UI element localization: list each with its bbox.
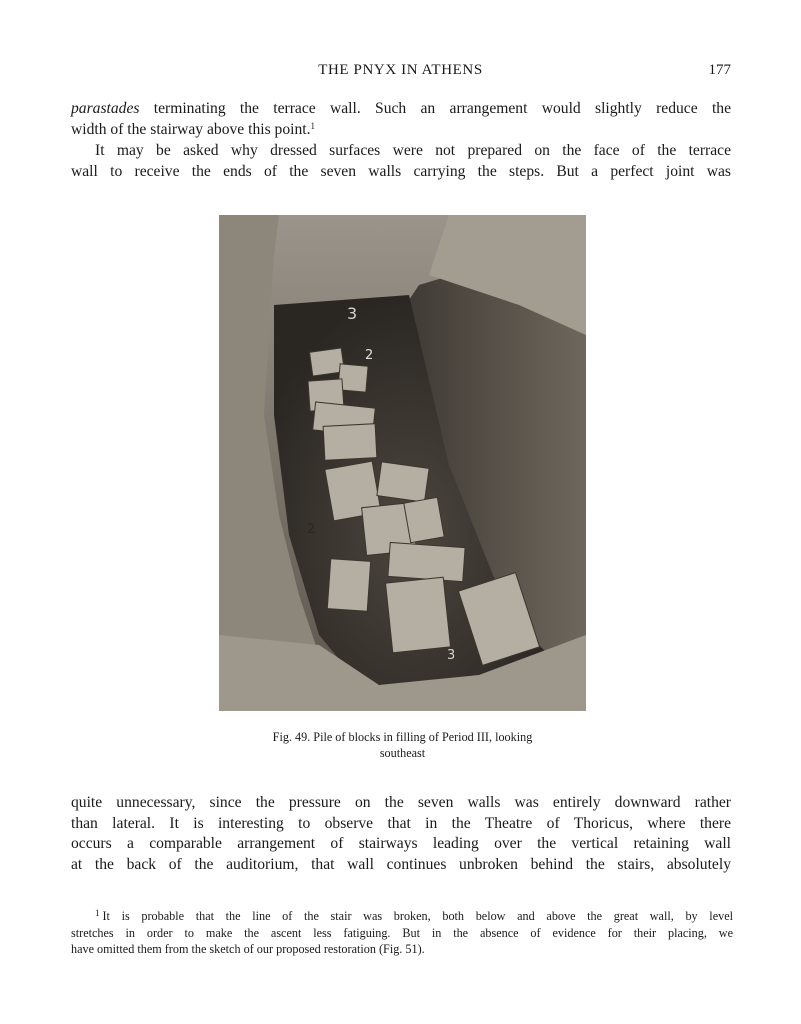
- paragraph-2-line-2: wall to receive the ends of the seven walls carrying the steps. But a perfect joint was: [71, 162, 731, 180]
- figure-label-2-left: 2: [307, 522, 316, 537]
- footnote-1: [71, 905, 733, 958]
- paragraph-3-line-3: occurs a comparable arrangement of stairways leading over the vertical retaining wall: [71, 835, 731, 852]
- running-header-title: THE PNYX IN ATHENS: [318, 62, 483, 78]
- figure-label-2-top: 2: [365, 348, 374, 363]
- footnote-marker[interactable]: 1: [310, 120, 315, 131]
- figure-caption: [219, 729, 586, 761]
- footnote-line-3: have omitted them from the sketch of our proposed restoration (Fig. 51).: [71, 942, 425, 956]
- paragraph-1-line-2: [71, 120, 731, 141]
- paragraph-3-line-2: than lateral. It is interesting to observe that in the Theatre of Thoricus, where there: [71, 814, 731, 832]
- paragraph-1: [71, 99, 731, 140]
- footnote-line-1: [71, 905, 733, 925]
- footnote-line-1-text: It is probable that the line of the stair was broken, both below and above the great wall, by level: [102, 909, 733, 923]
- footnote-line-2: stretches in order to make the ascent less fatiguing. But in the absence of evidence for their placing, we: [71, 925, 733, 940]
- paragraph-3-line-1: quite unnecessary, since the pressure on the seven walls was entirely downward rather: [71, 794, 731, 811]
- paragraph-3-line-4: at the back of the auditorium, that wall continues unbroken behind the stairs, absolutely: [71, 855, 731, 873]
- italic-term-parastades: parastades: [71, 100, 140, 117]
- paragraph-3: [71, 793, 731, 875]
- paragraph-1-line-1: [71, 99, 731, 120]
- paragraph-2-line-1: It may be asked why dressed surfaces were not prepared on the face of the terrace: [95, 142, 731, 159]
- paragraph-2: [71, 141, 731, 182]
- figure-label-3-bottom: 3: [447, 648, 456, 663]
- figure-49-photograph: [219, 215, 586, 711]
- excavation-photo-drawing: [219, 215, 586, 711]
- page-number: 177: [708, 62, 731, 78]
- paragraph-1-line-2-text: width of the stairway above this point.: [71, 120, 311, 138]
- caption-line-1: Fig. 49. Pile of blocks in filling of Period III, looking: [272, 730, 533, 744]
- caption-line-2: southeast: [379, 746, 426, 760]
- figure-label-3-top: 3: [347, 304, 358, 323]
- paragraph-1-line-1-text: terminating the terrace wall. Such an arrangement would slightly reduce the: [139, 100, 731, 117]
- footnote-number: 1: [95, 908, 100, 918]
